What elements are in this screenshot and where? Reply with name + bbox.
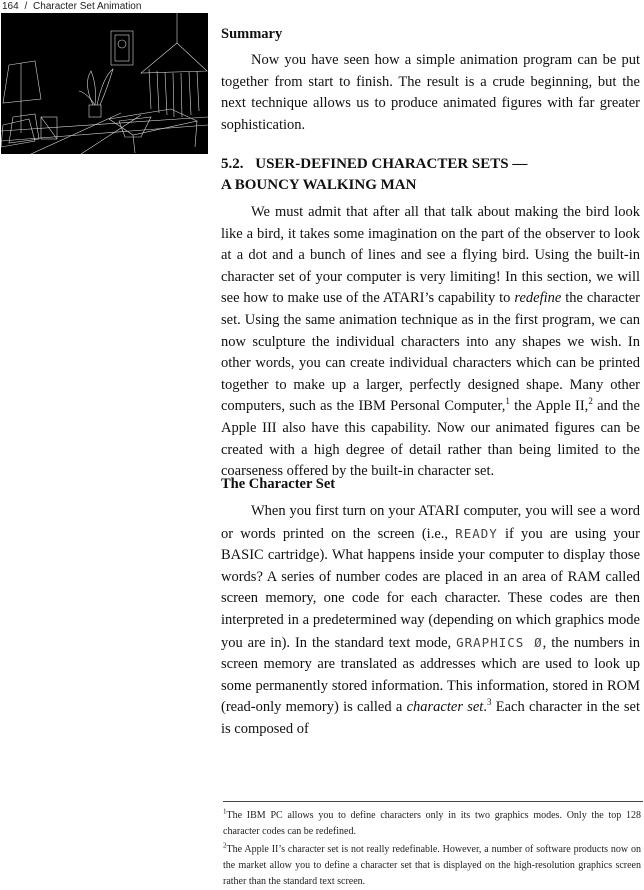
page-number: 164: [2, 1, 19, 12]
wireframe-scene-graphic: [1, 13, 208, 154]
summary-paragraph: Now you have seen how a simple animation program can be put together from start to finish. The result is a crude beginning, but the next technique allows us to produce animated figures with far greater sophistication.: [221, 52, 640, 133]
section-title-line1: USER-DEFINED CHARACTER SETS —: [255, 156, 528, 172]
footnote-divider: [223, 801, 643, 802]
charset-text-4: .: [483, 699, 487, 716]
character-set-section: [221, 474, 640, 741]
character-set-paragraph: [221, 501, 640, 741]
code-graphics-zero: GRAPHICS Ø: [456, 634, 543, 650]
section-text-d: and the Apple III also have this capability. Now our animated figures can be created with a high degree of detail rather than being limited to the coarseness offered by the built-in character set.: [221, 398, 640, 480]
wireframe-room-illustration: [1, 13, 208, 154]
charset-text-1: When you first turn on your ATARI computer, you will see a word or words printed on the screen (i.e.,: [221, 503, 640, 542]
section-title-line2: A BOUNCY WALKING MAN: [221, 177, 417, 193]
section-5-2: [221, 154, 640, 483]
charset-text-5: Each character in the set is composed of: [221, 699, 640, 737]
footnote-2-text: The Apple II’s character set is not really redefinable. However, a number of software products now on the market allow you to define a character set that is displayed on the high-resolution graphics screen rather than the standard text screen.: [223, 844, 641, 887]
charset-text-3: , the numbers in screen memory are translated as addresses which are used to look up some permanently stored information. This information, stored in ROM (read-only memory) is called a: [221, 634, 640, 716]
section-text-c: the Apple II,: [509, 398, 589, 415]
footnote-ref-3: 3: [486, 697, 492, 708]
section-italic-redefine: redefine: [514, 290, 562, 307]
footnote-2-mark: 2: [223, 841, 227, 850]
running-title: Character Set Animation: [33, 1, 142, 12]
footnote-ref-1: 1: [505, 396, 510, 407]
code-ready: READY: [455, 525, 498, 541]
footnote-1-text: The IBM PC allows you to define characters only in its two graphics modes. Only the top 128 character codes can be redefined.: [223, 810, 641, 837]
section-heading: [221, 154, 640, 196]
summary-heading: Summary: [221, 26, 283, 42]
character-set-heading: The Character Set: [221, 476, 336, 492]
running-header: [2, 1, 141, 12]
footnote-1: [223, 808, 641, 840]
header-separator: /: [24, 1, 28, 12]
charset-text-2: if you are using your BASIC cartridge). What happens inside your computer to display those words? A series of number codes are placed in an area of RAM called screen memory, one code for each character. These codes are then interpreted in a predetermined way (depending on which graphics mode you are in). In the standard text mode,: [221, 525, 640, 651]
footnote-1-mark: 1: [223, 807, 227, 816]
summary-section: [221, 24, 640, 136]
charset-italic-character-set: character set: [406, 699, 484, 716]
section-text-a: We must admit that after all that talk about making the bird look like a bird, it takes some imagination on the part of the observer to look at a dot and a bunch of lines and see a flying bird. Using the built-in character set of your computer is very limiting! In this section, we will see how to make use of the ATARI’s capability to: [221, 204, 640, 307]
section-text-b: the character set. Using the same animation technique as in the first program, we can now sculpture the individual characters into any shapes we wish. In other words, you can create individual characters which can be printed together to make up a larger, perfectly designed shape. Many other computers, such as the IBM Personal Computer,: [221, 290, 640, 415]
section-paragraph: [221, 202, 640, 483]
footnote-ref-2: 2: [588, 396, 593, 407]
section-number: 5.2.: [221, 156, 244, 172]
